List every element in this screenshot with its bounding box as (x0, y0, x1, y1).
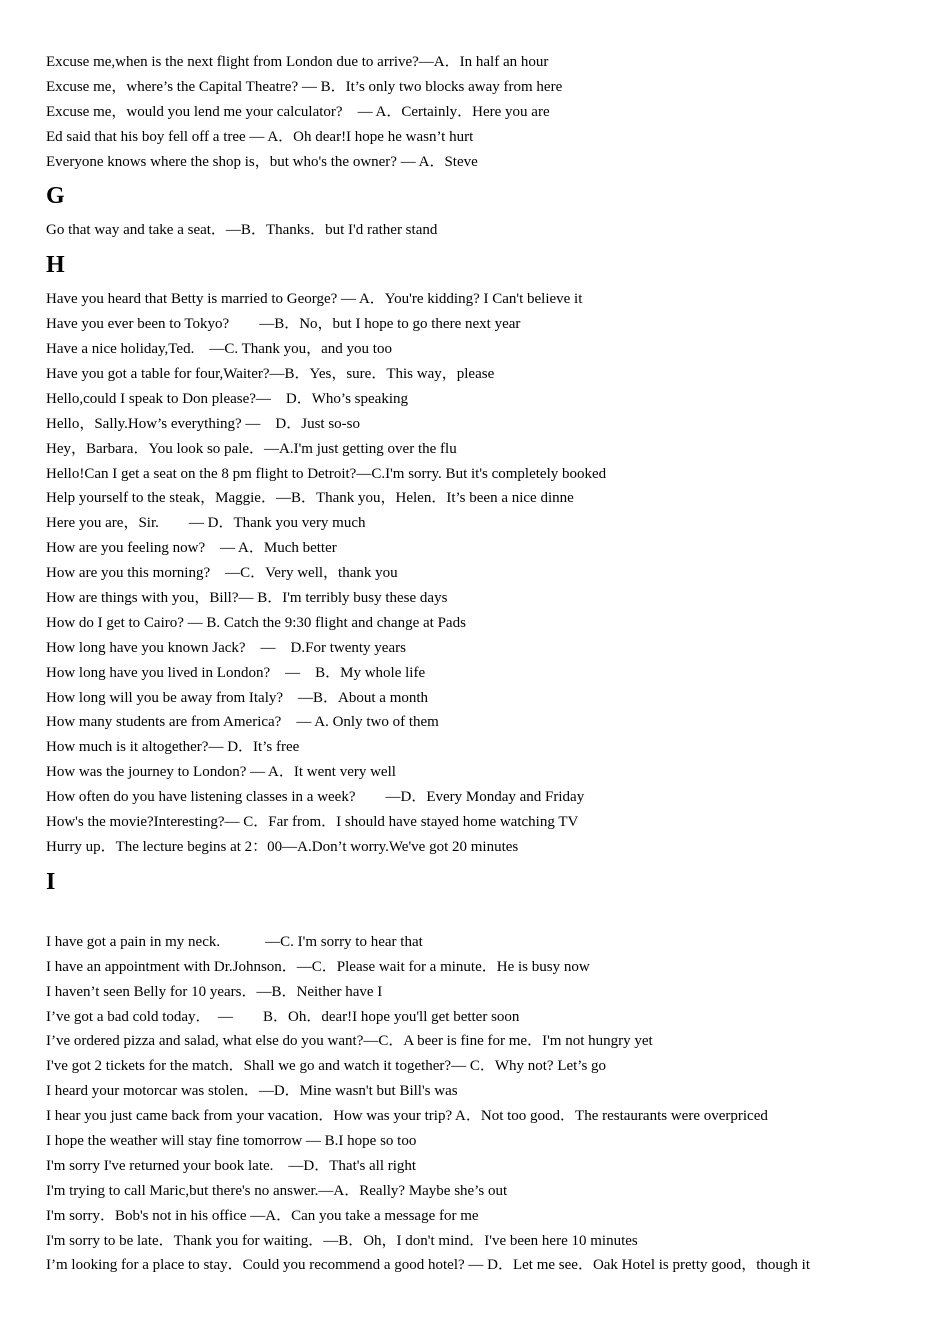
section-heading-g: G (46, 183, 65, 210)
text-line: How much is it altogether?— D．It’s free (46, 739, 300, 756)
text-line: I’ve ordered pizza and salad, what else do you want?—C．A beer is fine for me．I'm not hungry yet (46, 1033, 653, 1050)
text-line: How are you feeling now? — A．Much better (46, 540, 337, 557)
text-line: How long will you be away from Italy? —B．About a month (46, 689, 429, 706)
text-line: Hurry up．The lecture begins at 2：00—A.Don’t worry.We've got 20 minutes (46, 838, 519, 855)
text-line: I’ve got a bad cold today． — B．Oh．dear!I hope you'll get better soon (46, 1008, 520, 1025)
text-line: Hello!Can I get a seat on the 8 pm flight to Detroit?—C.I'm sorry. But it's completely booked (46, 465, 607, 482)
text-line: Excuse me,when is the next flight from London due to arrive?—A．In half an hour (46, 54, 549, 70)
text-line: I'm sorry to be late．Thank you for waiting．—B．Oh，I don't mind．I've been here 10 minutes (46, 1232, 638, 1249)
section-e (46, 52, 946, 176)
text-line: Have a nice holiday,Ted. —C. Thank you，and you too (46, 341, 392, 358)
text-line: How long have you known Jack? — D.For twenty years (46, 639, 406, 656)
text-line: I'm sorry．Bob's not in his office —A．Can you take a message for me (46, 1207, 479, 1224)
text-line: Here you are，Sir. — D．Thank you very much (46, 515, 366, 532)
document-page (46, 52, 946, 1280)
text-line: Excuse me，would you lend me your calculator? — A．Certainly．Here you are (46, 103, 550, 120)
text-line: I hope the weather will stay fine tomorrow — B.I hope so too (46, 1132, 417, 1149)
text-line: How are you this morning? —C．Very well，thank you (46, 565, 398, 582)
text-line: I haven’t seen Belly for 10 years．—B．Neither have I (46, 983, 383, 1000)
text-line: Have you heard that Betty is married to George? — A．You're kidding? I Can't believe it (46, 291, 583, 308)
text-line: Excuse me，where’s the Capital Theatre? — B．It’s only two blocks away from here (46, 78, 563, 95)
section-i (46, 868, 946, 1280)
text-line: Hello,could I speak to Don please?— D．Who’s speaking (46, 390, 408, 407)
text-line: How often do you have listening classes in a week? —D．Every Monday and Friday (46, 789, 585, 806)
text-line: How do I get to Cairo? — B. Catch the 9:30 flight and change at Pads (46, 614, 466, 631)
text-line: Everyone knows where the shop is，but who's the owner? — A．Steve (46, 153, 478, 170)
text-line: Help yourself to the steak，Maggie．—B．Thank you，Helen．It’s been a nice dinne (46, 490, 574, 507)
text-line: Have you got a table for four,Waiter?—B．Yes，sure．This way，please (46, 366, 495, 383)
text-line: I have an appointment with Dr.Johnson．—C．Please wait for a minute．He is busy now (46, 958, 590, 975)
text-line: How's the movie?Interesting?— C．Far from．I should have stayed home watching TV (46, 814, 579, 831)
text-line: I'm trying to call Maric,but there's no answer.—A．Really? Maybe she’s out (46, 1182, 508, 1199)
text-line: I'm sorry I've returned your book late. —D．That's all right (46, 1157, 417, 1174)
text-line: I heard your motorcar was stolen．—D．Mine wasn't but Bill's was (46, 1083, 458, 1100)
text-line: How was the journey to London? — A．It went very well (46, 764, 396, 781)
section-h (46, 251, 946, 861)
text-line: I have got a pain in my neck. —C. I'm sorry to hear that (46, 933, 423, 950)
section-heading-h: H (46, 252, 65, 279)
text-line: I’m looking for a place to stay．Could you recommend a good hotel? — D．Let me see．Oak Hotel is pretty good，though it (46, 1257, 811, 1274)
text-line: Hey，Barbara．You look so pale．—A.I'm just getting over the flu (46, 440, 457, 457)
section-heading-i: I (46, 868, 56, 895)
text-line: Have you ever been to Tokyo? —B．No，but I hope to go there next year (46, 316, 521, 333)
text-line: Ed said that his boy fell off a tree — A．Oh dear!I hope he wasn’t hurt (46, 128, 474, 145)
text-line: Hello，Sally.How’s everything? — D．Just so-so (46, 415, 361, 432)
text-line: How long have you lived in London? — B．My whole life (46, 664, 426, 681)
text-line: I've got 2 tickets for the match．Shall we go and watch it together?— C．Why not? Let’s go (46, 1058, 607, 1075)
text-line: Go that way and take a seat．—B．Thanks．but I'd rather stand (46, 222, 438, 239)
text-line: I hear you just came back from your vacation．How was your trip? A．Not too good．The restaurants were overpriced (46, 1108, 768, 1125)
section-g (46, 182, 946, 245)
text-line: How are things with you，Bill?— B．I'm terribly busy these days (46, 590, 448, 607)
text-line: How many students are from America? — A. Only two of them (46, 714, 439, 731)
